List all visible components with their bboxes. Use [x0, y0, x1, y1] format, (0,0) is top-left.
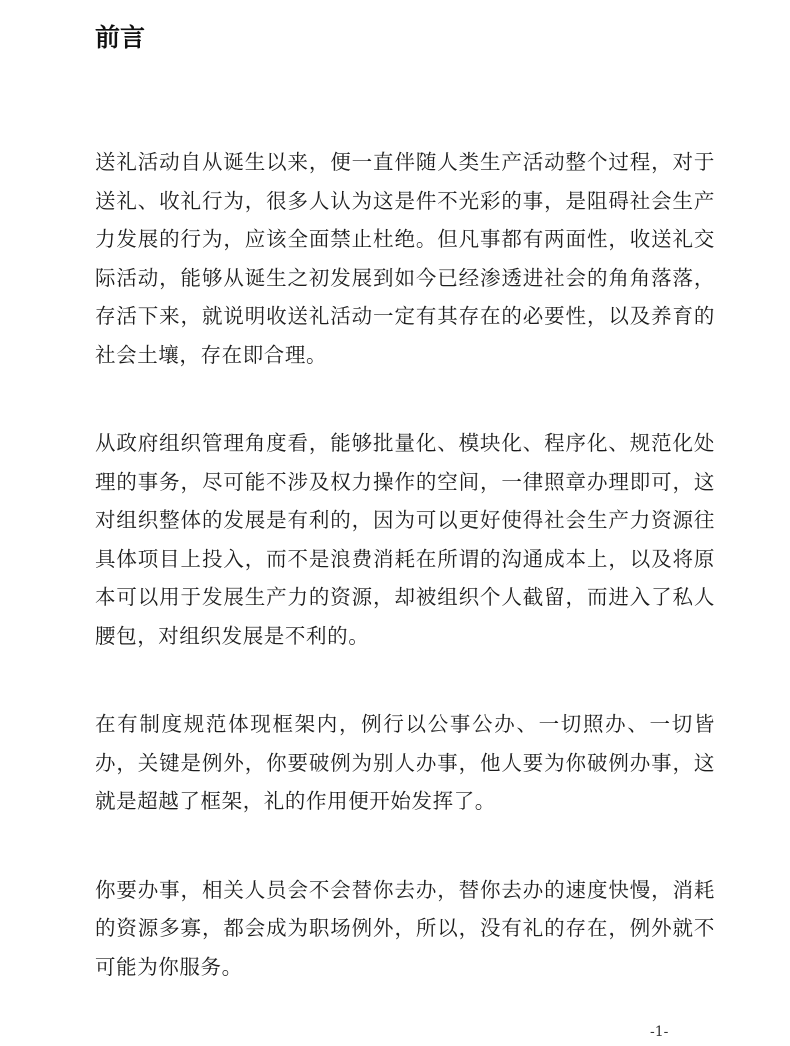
paragraph-3: 在有制度规范体现框架内，例行以公事公办、一切照办、一切皆办，关键是例外，你要破例为别人办事，他人要为你破例办事，这就是超越了框架，礼的作用便开始发挥了。: [95, 712, 715, 813]
paragraph-2: 从政府组织管理角度看，能够批量化、模块化、程序化、规范化处理的事务，尽可能不涉及权力操作的空间，一律照章办理即可，这对组织整体的发展是有利的，因为可以更好使得社会生产力资源往具体项目上投入，而不是浪费消耗在所谓的沟通成本上，以及将原本可以用于发展生产力的资源，却被组织个人截留，而进入了私人腰包，对组织发展是不利的。: [95, 431, 715, 648]
body-text: [95, 143, 715, 1036]
page-number: -1-: [650, 1024, 669, 1040]
paragraph-4: 你要办事，相关人员会不会替你去办，替你去办的速度快慢，消耗的资源多寡，都会成为职场例外，所以，没有礼的存在，例外就不可能为你服务。: [95, 877, 715, 979]
page-title: 前言: [95, 23, 146, 52]
paragraph-1: 送礼活动自从诞生以来，便一直伴随人类生产活动整个过程，对于送礼、收礼行为，很多人认为这是件不光彩的事，是阻碍社会生产力发展的行为，应该全面禁止杜绝。但凡事都有两面性，收送礼交际活动，能够从诞生之初发展到如今已经渗透进社会的角角落落，存活下来，就说明收送礼活动一定有其存在的必要性，以及养育的社会土壤，存在即合理。: [95, 150, 715, 367]
